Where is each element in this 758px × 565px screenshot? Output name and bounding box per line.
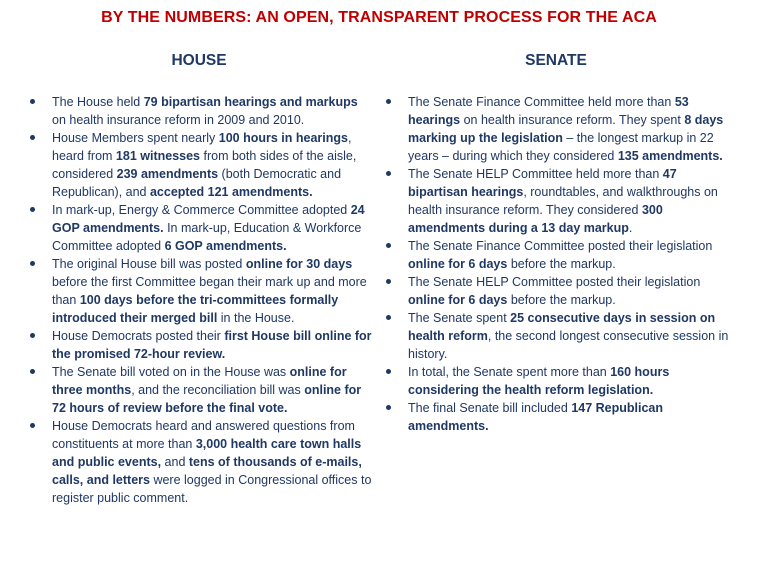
item-text: , and the reconciliation bill was bbox=[131, 383, 305, 397]
emphasis-text: accepted 121 amendments. bbox=[149, 185, 313, 199]
bullet-icon bbox=[386, 243, 391, 248]
list-item bbox=[30, 363, 372, 417]
bullet-icon bbox=[386, 405, 391, 410]
item-text: (both Democratic and Republican), and bbox=[52, 167, 342, 199]
bullet-icon bbox=[386, 279, 391, 284]
list-item bbox=[30, 129, 372, 201]
item-text: The House held bbox=[52, 95, 144, 109]
emphasis-text: 100 hours in hearings bbox=[218, 131, 348, 145]
item-text: from both sides of the aisle, considered bbox=[52, 149, 357, 181]
bullet-icon bbox=[30, 207, 35, 212]
item-text: The Senate spent bbox=[408, 311, 511, 325]
senate-heading: SENATE bbox=[525, 52, 587, 69]
emphasis-text: 6 GOP amendments. bbox=[164, 239, 287, 253]
item-text: House Members spent nearly bbox=[52, 131, 219, 145]
item-text: , heard from bbox=[52, 131, 352, 163]
list-item bbox=[30, 417, 372, 507]
bullet-icon bbox=[386, 171, 391, 176]
item-text: on health insurance reform in 2009 and 2010. bbox=[52, 113, 305, 127]
item-text: – the longest markup in 22 years – during which they considered bbox=[408, 131, 714, 163]
emphasis-text: 160 hours considering the health reform legislation. bbox=[408, 365, 670, 397]
list-item bbox=[386, 273, 732, 309]
emphasis-text: 135 amendments. bbox=[617, 149, 723, 163]
house-heading: HOUSE bbox=[171, 52, 227, 69]
item-text: The Senate HELP Committee held more than bbox=[408, 167, 663, 181]
item-text: The final Senate bill included bbox=[408, 401, 572, 415]
bullet-icon bbox=[30, 261, 35, 266]
senate-list bbox=[386, 93, 732, 435]
item-text: The original House bill was posted bbox=[52, 257, 246, 271]
emphasis-text: 25 consecutive days in session on health reform bbox=[408, 311, 716, 343]
item-text: In total, the Senate spent more than bbox=[408, 365, 611, 379]
item-text: The Senate HELP Committee posted their legislation bbox=[408, 275, 701, 289]
emphasis-text: 8 days marking up the legislation bbox=[408, 113, 724, 145]
list-item bbox=[386, 363, 732, 399]
emphasis-text: 147 Republican amendments. bbox=[408, 401, 664, 433]
emphasis-text: 3,000 health care town halls and public events, bbox=[52, 437, 362, 469]
bullet-icon bbox=[30, 423, 35, 428]
item-text: In mark-up, Education & Workforce Committee adopted bbox=[52, 221, 362, 253]
emphasis-text: 100 days before the tri-committees formally introduced their merged bill bbox=[52, 293, 339, 325]
emphasis-text: tens of thousands of e-mails, calls, and letters bbox=[52, 455, 362, 487]
bullet-icon bbox=[386, 99, 391, 104]
list-item bbox=[30, 201, 372, 255]
item-text: , the second longest consecutive session in history. bbox=[408, 329, 729, 361]
list-item bbox=[30, 327, 372, 363]
item-text: . bbox=[628, 221, 633, 235]
list-item bbox=[386, 399, 732, 435]
bullet-icon bbox=[30, 369, 35, 374]
emphasis-text: 239 amendments bbox=[116, 167, 219, 181]
emphasis-text: 79 bipartisan hearings and markups bbox=[143, 95, 358, 109]
bullet-icon bbox=[30, 99, 35, 104]
list-item bbox=[386, 93, 732, 165]
item-text: and bbox=[161, 455, 189, 469]
item-text: The Senate Finance Committee held more than bbox=[408, 95, 675, 109]
item-text: House Democrats heard and answered questions from constituents at more than bbox=[52, 419, 355, 451]
item-text: before the first Committee began their mark up and more than bbox=[52, 275, 367, 307]
emphasis-text: online for three months bbox=[52, 365, 347, 397]
house-list bbox=[30, 93, 372, 507]
emphasis-text: first House bill online for the promised 72-hour review. bbox=[52, 329, 372, 361]
emphasis-text: online for 6 days bbox=[408, 293, 508, 307]
item-text: before the markup. bbox=[507, 293, 616, 307]
emphasis-text: online for 30 days bbox=[245, 257, 353, 271]
item-text: The Senate Finance Committee posted their legislation bbox=[408, 239, 713, 253]
bullet-icon bbox=[30, 333, 35, 338]
list-item bbox=[30, 93, 372, 129]
list-item bbox=[30, 255, 372, 327]
list-item bbox=[386, 165, 732, 237]
emphasis-text: 47 bipartisan hearings bbox=[408, 167, 677, 199]
emphasis-text: 300 amendments during a 13 day markup bbox=[408, 203, 663, 235]
item-text: The Senate bill voted on in the House was bbox=[52, 365, 290, 379]
emphasis-text: online for 6 days bbox=[408, 257, 508, 271]
emphasis-text: 181 witnesses bbox=[115, 149, 201, 163]
item-text: on health insurance reform. They spent bbox=[460, 113, 685, 127]
list-item bbox=[386, 309, 732, 363]
item-text: before the markup. bbox=[507, 257, 616, 271]
bullet-icon bbox=[386, 315, 391, 320]
bullet-icon bbox=[30, 135, 35, 140]
item-text: were logged in Congressional offices to register public comment. bbox=[52, 473, 372, 505]
bullet-icon bbox=[386, 369, 391, 374]
emphasis-text: 53 hearings bbox=[408, 95, 689, 127]
list-item bbox=[386, 237, 732, 273]
emphasis-text: 24 GOP amendments. bbox=[52, 203, 365, 235]
item-text: House Democrats posted their bbox=[52, 329, 225, 343]
item-text: , roundtables, and walkthroughs on health insurance reform. They considered bbox=[408, 185, 718, 217]
item-text: In mark-up, Energy & Commerce Committee adopted bbox=[52, 203, 351, 217]
item-text: in the House. bbox=[217, 311, 295, 325]
page-title: BY THE NUMBERS: AN OPEN, TRANSPARENT PROCESS FOR THE ACA bbox=[101, 9, 657, 26]
emphasis-text: online for 72 hours of review before the final vote. bbox=[52, 383, 362, 415]
